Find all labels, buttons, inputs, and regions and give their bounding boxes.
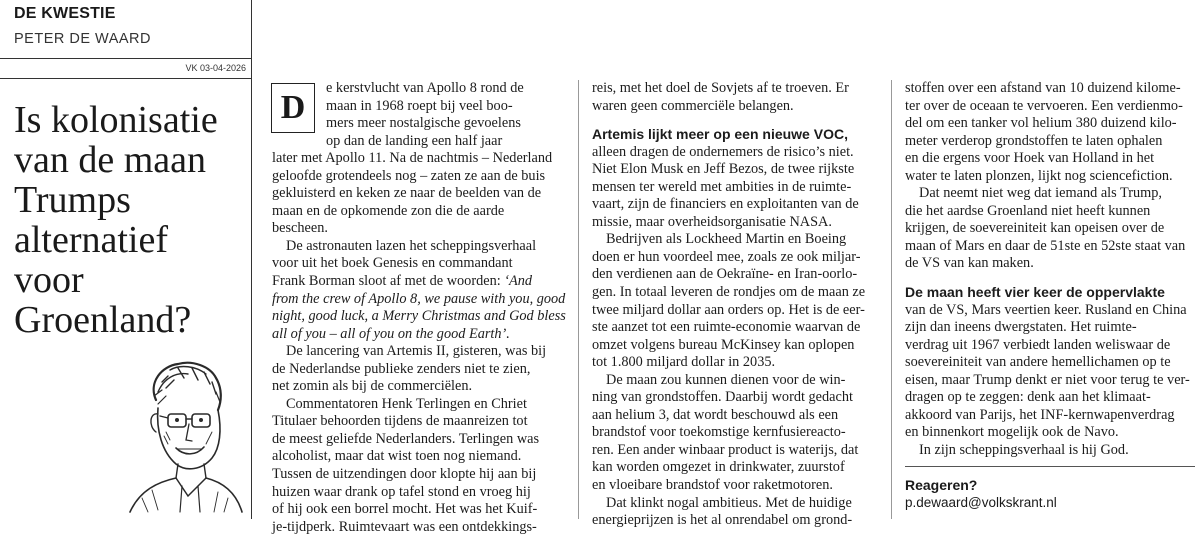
text-line: eisen, maar Trump denkt er niet voor terug te ver- xyxy=(905,371,1190,388)
text-line: doen er hun voordeel mee, zoals ze ook miljar- xyxy=(592,248,861,265)
text-line: Niet Elon Musk en Jeff Bezos, de twee rijkste xyxy=(592,161,855,178)
text-line: waren geen commerciële belangen. xyxy=(592,97,794,114)
text-line: maan in 1968 roept bij veel boo- xyxy=(326,97,513,114)
quote-fragment: ‘And xyxy=(504,273,533,290)
headline-line: voor xyxy=(14,259,84,301)
headline-line: Groenland? xyxy=(14,299,192,341)
quote-line: from the crew of Apollo 8, we pause with you, good xyxy=(272,290,566,307)
text-line: del om een tanker vol helium 380 duizend kilo- xyxy=(905,115,1177,132)
text-line: den verdienen aan de Oekraïne- en Iran-oorlo- xyxy=(592,266,858,283)
text-line: gekluisterd en keken ze naar de beelden van de xyxy=(272,185,542,202)
text-line: verdrag uit 1967 verbiedt landen weliswaar de xyxy=(905,336,1171,353)
text-line: ren. Een ander winbaar product is waterijs, dat xyxy=(592,441,859,458)
text-line: kan worden omgezet in drinkwater, zuurstof xyxy=(592,459,845,476)
headline-line: alternatief xyxy=(14,219,169,261)
author-name: PETER DE WAARD xyxy=(14,31,151,47)
subheading: Artemis lijkt meer op een nieuwe VOC, xyxy=(592,126,848,143)
paragraph-gap xyxy=(905,273,1185,284)
text-line: en vloeibare brandstof voor raketmotoren. xyxy=(592,477,833,494)
text-line: Dat neemt niet weg dat iemand als Trump, xyxy=(919,185,1163,202)
text-line: stoffen over een afstand van 10 duizend kilome- xyxy=(905,80,1181,96)
text-line: en die ergens voor Hoek van Holland in het xyxy=(905,150,1155,167)
text-line: bescheen. xyxy=(272,220,328,237)
text-line: zijn dan ineens dwergstaten. Het ruimte- xyxy=(905,319,1137,336)
paragraph-gap xyxy=(592,115,872,126)
text-line: energieprijzen is het al onrendabel om grond- xyxy=(592,512,853,529)
text-line: en binnenkort mogelijk ook de Navo. xyxy=(905,424,1119,441)
divider xyxy=(251,0,252,519)
headline-line: Trumps xyxy=(14,179,131,221)
lead-lines xyxy=(326,80,556,150)
text-line: Titulaer behoorden tijdens de maanreizen tot xyxy=(272,413,528,430)
text-line: aan helium 3, dat wordt beschouwd als een xyxy=(592,406,839,423)
rubric-label: DE KWESTIE xyxy=(14,5,116,22)
column-divider xyxy=(891,80,892,519)
text-line: omzet volgens bureau McKinsey kan oplopen xyxy=(592,336,855,353)
text-line: tot 1.800 miljard dollar in 2035. xyxy=(592,354,776,371)
text-line: De lancering van Artemis II, gisteren, was bij xyxy=(286,343,547,360)
text-line: of hij ook een borrel mocht. Het was het Kuif- xyxy=(272,501,538,518)
text-line: Bedrijven als Lockheed Martin en Boeing xyxy=(606,231,847,248)
text-line xyxy=(272,273,552,291)
text-line: Tussen de uitzendingen door klopte hij aan bij xyxy=(272,466,537,483)
text-line: ter over de oceaan te vervoeren. Een verdienmo- xyxy=(905,97,1183,114)
text-line: de Nederlandse publieke zenders niet te zien, xyxy=(272,360,531,377)
text-line: vaart, zijn de financiers en exploitanten van de xyxy=(592,196,859,213)
quote-line: all of you – all of you on the good Earth’. xyxy=(272,325,510,342)
text-line: krijgen, de soevereiniteit kan opeisen over de xyxy=(905,220,1165,237)
text-line: geloofde grotendeels nog – zaten ze aan de buis xyxy=(272,167,546,184)
text-line: e kerstvlucht van Apollo 8 rond de xyxy=(326,80,524,96)
text-line: dragen op te zeggen: denk aan het klimaat- xyxy=(905,389,1151,406)
text-line: soevereiniteit van andere hemellichamen op te xyxy=(905,354,1171,371)
column-divider xyxy=(578,80,579,519)
text-line: De maan zou kunnen dienen voor de win- xyxy=(606,371,846,388)
text-line: meter verderop grondstoffen te laten ophalen xyxy=(905,132,1163,149)
left-column xyxy=(0,0,252,519)
text-line: mers meer nostalgische gevoelens xyxy=(326,115,521,132)
text-line: water te laten plonzen, lijkt nog sciencefiction. xyxy=(905,167,1173,184)
text-line: je-tijdperk. Ruimtevaart was een ontdekkings- xyxy=(272,518,537,535)
drop-cap: D xyxy=(271,83,315,133)
text-fragment: Frank Borman sloot af met de woorden: xyxy=(272,273,501,290)
text-line: net zomin als bij de commerciëlen. xyxy=(272,378,473,395)
text-line: reis, met het doel de Sovjets af te troeven. Er xyxy=(592,80,849,96)
text-line: huizen waar drank op tafel stond en vroeg hij xyxy=(272,483,531,500)
text-line: De astronauten lazen het scheppingsverhaal xyxy=(286,237,537,254)
reply-heading: Reageren? xyxy=(905,477,978,493)
text-line: alleen dragen de ondernemers de risico’s niet. xyxy=(592,143,854,160)
divider xyxy=(0,58,252,59)
text-line: die het aardse Groenland niet heeft kunnen xyxy=(905,202,1151,219)
text-line: mensen ter wereld met ambities in de ruimte- xyxy=(592,178,852,195)
divider xyxy=(0,78,252,79)
quote-line: night, good luck, a Merry Christmas and God bless xyxy=(272,308,566,325)
headline-line: van de maan xyxy=(14,139,207,181)
text-line: alcoholist, maar dat wist toen nog niemand. xyxy=(272,448,522,465)
author-email-link[interactable]: p.dewaard@volkskrant.nl xyxy=(905,495,1057,510)
text-line: maan of Mars en daar de 51ste en 52ste staat van xyxy=(905,237,1186,254)
text-line: akkoord van Parijs, het INF-kernwapenverdrag xyxy=(905,406,1175,423)
author-portrait-icon xyxy=(118,352,246,514)
headline-line: Is kolonisatie xyxy=(14,99,218,141)
headline xyxy=(14,100,244,340)
text-line: ste aanzet tot een ruimte-economie waarvan de xyxy=(592,319,861,336)
text-line: op dan de landing een half jaar xyxy=(326,132,503,149)
text-line: van de VS, Mars veertien keer. Rusland en China xyxy=(905,301,1187,318)
article-column-2 xyxy=(592,80,872,530)
text-line: Commentatoren Henk Terlingen en Chriet xyxy=(286,395,527,412)
text-line: later met Apollo 11. Na de nachtmis – Nederland xyxy=(272,150,553,167)
text-line: Dat klinkt nogal ambitieus. Met de huidige xyxy=(606,494,852,511)
text-line: de VS van kan maken. xyxy=(905,255,1034,272)
text-line: missie, maar overheidsorganisatie NASA. xyxy=(592,213,832,230)
dateline: VK 03-04-2026 xyxy=(185,63,246,73)
article-column-3 xyxy=(905,80,1190,459)
text-line: In zijn scheppingsverhaal is hij God. xyxy=(919,441,1129,458)
text-line: ning van grondstoffen. Daarbij wordt gedacht xyxy=(592,389,853,406)
subheading: De maan heeft vier keer de oppervlakte xyxy=(905,284,1165,301)
text-line: voor uit het boek Genesis en commandant xyxy=(272,255,513,272)
text-line: twee miljard dollar aan orders op. Het is de eer- xyxy=(592,301,865,318)
text-line: gen. In totaal leveren de rondjes om de maan ze xyxy=(592,284,866,301)
text-line: brandstof voor toekomstige kernfusiereacto- xyxy=(592,424,846,441)
text-line: de meest geliefde Nederlanders. Terlingen was xyxy=(272,430,540,447)
text-line: maan en de opkomende zon die de aarde xyxy=(272,202,505,219)
article-column-1 xyxy=(272,150,566,536)
divider xyxy=(905,466,1195,467)
